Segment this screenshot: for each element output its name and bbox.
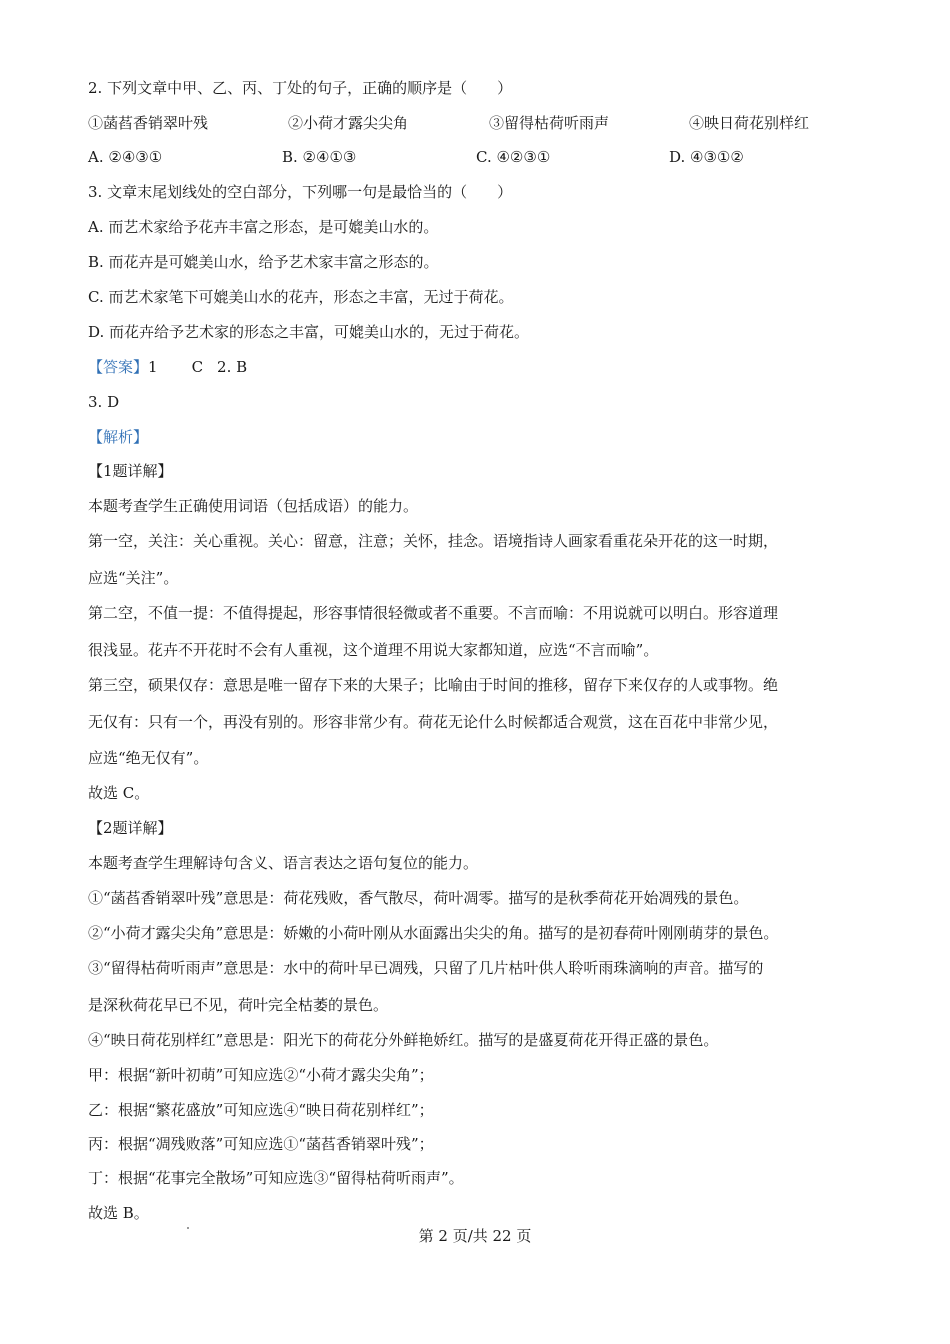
detail1-line: 第一空，关注：关心重视。关心：留意，注意；关怀，挂念。语境指诗人画家看重花朵开花的这一时期， bbox=[88, 532, 779, 550]
detail1-line: 本题考查学生正确使用词语（包括成语）的能力。 bbox=[88, 497, 419, 515]
answer-part2: C bbox=[191, 358, 204, 376]
q3-option-a: A. 而艺术家给予花卉丰富之形态，是可媲美山水的。 bbox=[88, 218, 439, 236]
q2-choice-b: B. ②④①③ bbox=[282, 148, 357, 166]
q3-option-b: B. 而花卉是可媲美山水，给予艺术家丰富之形态的。 bbox=[88, 253, 439, 271]
detail2-line: 是深秋荷花早已不见，荷叶完全枯萎的景色。 bbox=[88, 996, 389, 1014]
detail2-line: 甲：根据“新叶初萌”可知应选②“小荷才露尖尖角”； bbox=[88, 1066, 434, 1084]
detail1-title: 【1题详解】 bbox=[88, 462, 173, 480]
q2-choice-a: A. ②④③① bbox=[88, 148, 163, 166]
q3-option-c: C. 而艺术家笔下可媲美山水的花卉，形态之丰富，无过于荷花。 bbox=[88, 288, 514, 306]
answer-line-2: 3. D bbox=[88, 393, 120, 411]
detail2-line: 故选 B。 bbox=[88, 1204, 149, 1222]
q2-stem: 2. 下列文章中甲、乙、丙、丁处的句子，正确的顺序是（ ） bbox=[88, 79, 513, 97]
q2-phrase-1: ①菡萏香销翠叶残 bbox=[88, 114, 209, 132]
detail1-line: 应选“绝无仅有”。 bbox=[88, 749, 209, 767]
q2-phrase-2: ②小荷才露尖尖角 bbox=[288, 114, 409, 132]
detail2-line: 丁：根据“花事完全散场”可知应选③“留得枯荷听雨声”。 bbox=[88, 1169, 464, 1187]
detail1-line: 应选“关注”。 bbox=[88, 569, 179, 587]
q2-phrase-4: ④映日荷花别样红 bbox=[689, 114, 810, 132]
detail2-line: 乙：根据“繁花盛放”可知应选④“映日荷花别样红”； bbox=[88, 1101, 434, 1119]
page-footer: 第 2 页/共 22 页 bbox=[418, 1227, 532, 1245]
detail1-line: 很浅显。花卉不开花时不会有人重视，这个道理不用说大家都知道，应选“不言而喻”。 bbox=[88, 641, 659, 659]
detail2-line: 本题考查学生理解诗句含义、语言表达之语句复位的能力。 bbox=[88, 854, 479, 872]
q2-choice-c: C. ④②③① bbox=[476, 148, 551, 166]
detail2-line: 丙：根据“凋残败落”可知应选①“菡萏香销翠叶残”； bbox=[88, 1135, 434, 1153]
detail2-line: ①“菡萏香销翠叶残”意思是：荷花残败，香气散尽，荷叶凋零。描写的是秋季荷花开始凋残的景色。 bbox=[88, 889, 749, 907]
detail1-line: 无仅有：只有一个，再没有别的。形容非常少有。荷花无论什么时候都适合观赏，这在百花中非常少见， bbox=[88, 713, 779, 731]
analysis-label: 【解析】 bbox=[88, 428, 149, 446]
detail2-line: ④“映日荷花别样红”意思是：阳光下的荷花分外鲜艳娇红。描写的是盛夏荷花开得正盛的景色。 bbox=[88, 1031, 719, 1049]
q3-stem: 3. 文章末尾划线处的空白部分，下列哪一句是最恰当的（ ） bbox=[88, 183, 513, 201]
detail1-line: 第三空，硕果仅存：意思是唯一留存下来的大果子；比喻由于时间的推移，留存下来仅存的人或事物。绝 bbox=[88, 676, 779, 694]
answer-label: 【答案】 bbox=[88, 358, 149, 376]
detail2-line: ②“小荷才露尖尖角”意思是：娇嫩的小荷叶刚从水面露出尖尖的角。描写的是初春荷叶刚刚萌芽的景色。 bbox=[88, 924, 779, 942]
detail1-line: 第二空，不值一提：不值得提起，形容事情很轻微或者不重要。不言而喻：不用说就可以明白。形容道理 bbox=[88, 604, 779, 622]
answer-part1: 1 bbox=[148, 358, 158, 376]
answer-part3: 2. B bbox=[217, 358, 248, 376]
q3-option-d: D. 而花卉给予艺术家的形态之丰富，可媲美山水的，无过于荷花。 bbox=[88, 323, 530, 341]
detail2-line: ③“留得枯荷听雨声”意思是：水中的荷叶早已凋残，只留了几片枯叶供人聆听雨珠滴响的声音。描写的 bbox=[88, 959, 764, 977]
answer-line bbox=[88, 357, 247, 377]
detail2-title: 【2题详解】 bbox=[88, 819, 173, 837]
q2-choice-d: D. ④③①② bbox=[669, 148, 744, 166]
q2-phrase-3: ③留得枯荷听雨声 bbox=[489, 114, 610, 132]
detail1-line: 故选 C。 bbox=[88, 784, 150, 802]
